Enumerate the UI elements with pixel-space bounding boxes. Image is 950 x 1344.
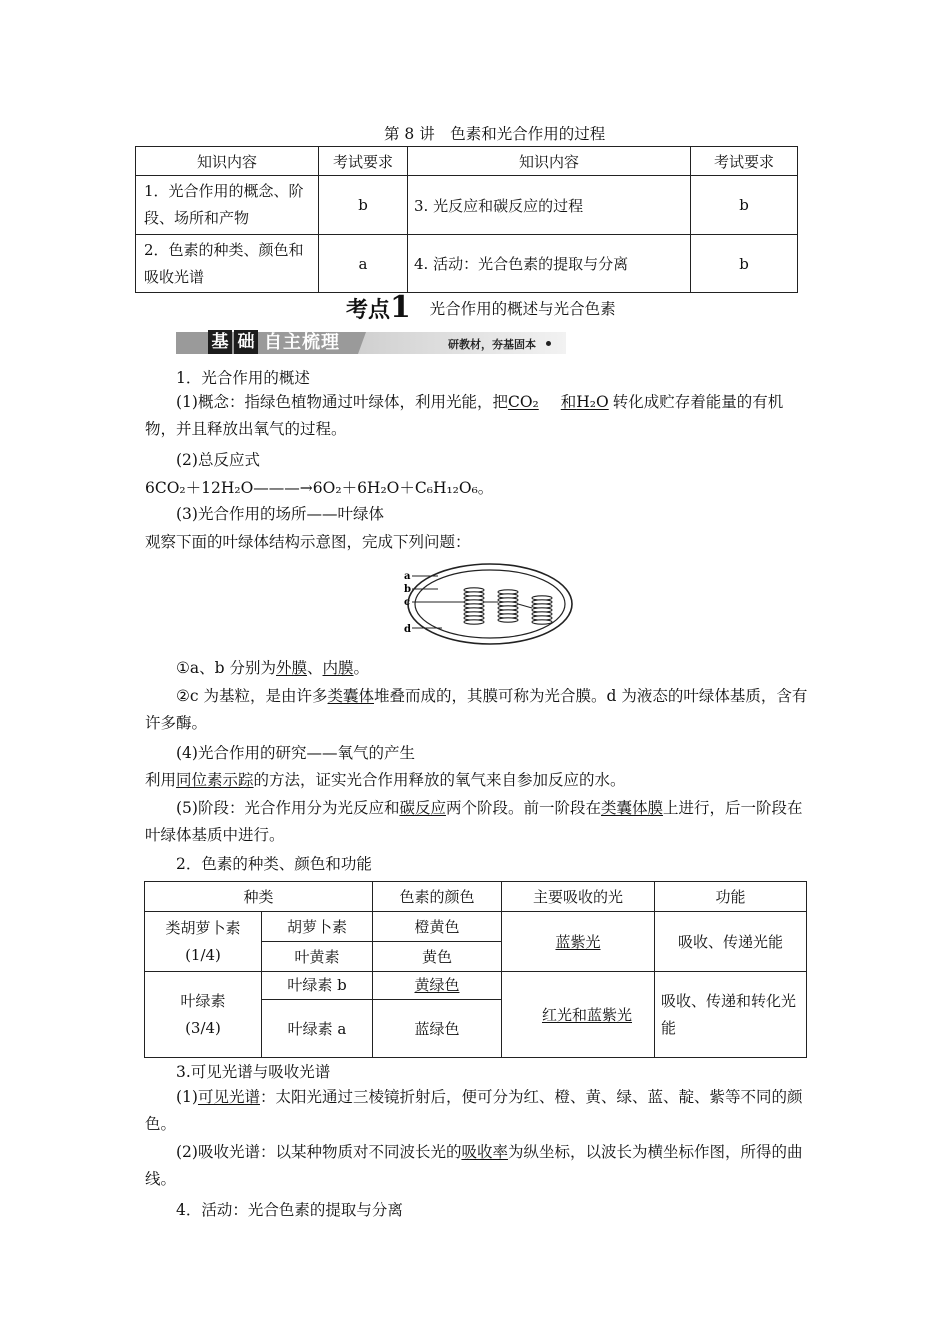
text: 、 <box>307 659 323 677</box>
s1-p5 <box>145 795 810 849</box>
reaction-equation: 6CO₂＋12H₂O———→6O₂＋6H₂O＋C₆H₁₂O₆。 <box>145 479 494 497</box>
header-kind: 种类 <box>145 882 373 912</box>
blank-absorption-rate: 吸收率 <box>461 1143 508 1161</box>
table-cell: 3. 光反应和碳反应的过程 <box>408 176 691 235</box>
banner-text: 自主梳理 <box>264 332 340 353</box>
s1-concept <box>145 389 810 443</box>
pigment-name: 叶黄素 <box>262 942 373 972</box>
text: 堆叠而成的，其膜可称为光合膜。d 为液态的叶绿体基质，含有许多酶。 <box>145 687 808 732</box>
s1-p4b <box>145 768 626 790</box>
section-title: 光合作用的概述与光合色素 <box>429 300 616 318</box>
pigment-color: 蓝绿色 <box>373 1000 502 1058</box>
text: 上进行，后一阶段在叶绿体基质中进行。 <box>145 799 803 844</box>
section-label: 考点 <box>346 298 391 323</box>
text: 为纵坐标，以波长为横坐标作图，所得的曲线。 <box>145 1143 803 1188</box>
blank-thylakoid: 类囊体 <box>327 687 375 705</box>
thylakoid-disc <box>464 620 484 624</box>
text: 的方法，证实光合作用释放的氧气来自参加反应的水。 <box>253 771 626 789</box>
s1-p4: (4)光合作用的研究——氧气的产生 <box>176 744 415 762</box>
text: ：太阳光通过三棱镜折射后，便可分为红、橙、黄、绿、蓝、靛、紫等不同的颜色。 <box>145 1088 803 1133</box>
text: (2)吸收光谱：以某种物质对不同波长光的 <box>176 1143 462 1161</box>
label-c: c <box>404 597 411 608</box>
group-chlorophyll: 叶绿素(3/4) <box>145 972 262 1058</box>
blank-co2: CO₂ <box>507 393 539 411</box>
stroma-lamella <box>518 604 532 608</box>
banner-char-1: 基 <box>208 330 232 354</box>
light-blue-violet <box>502 912 655 972</box>
pigment-color <box>373 972 502 1000</box>
blank-visible-spectrum: 可见光谱 <box>197 1088 260 1106</box>
light-red-blue-violet <box>502 972 655 1058</box>
section-heading <box>346 290 616 325</box>
requirements-table <box>135 146 798 293</box>
table-cell: 4. 活动：光合色素的提取与分离 <box>408 235 691 293</box>
blank-h2o: H₂O <box>576 393 609 411</box>
text: 转化成贮存着能量的有机物，并且释放出氧气的过程。 <box>145 393 784 438</box>
label-b: b <box>404 584 411 595</box>
text: ①a、b 分别为 <box>176 659 276 677</box>
table-cell: 2．色素的种类、颜色和吸收光谱 <box>136 235 319 293</box>
thylakoid-disc <box>532 620 552 624</box>
text: 。 <box>353 659 370 677</box>
blank-inner-membrane: 内膜 <box>322 659 354 677</box>
blank-isotope: 同位素示踪 <box>176 771 254 789</box>
label-a: a <box>404 571 411 582</box>
study-banner <box>176 330 566 356</box>
pigment-color: 黄色 <box>373 942 502 972</box>
blank-carbon-reaction: 碳反应 <box>399 799 446 817</box>
pigment-name: 胡萝卜素 <box>262 912 373 942</box>
blank-outer-membrane: 外膜 <box>276 659 308 677</box>
table-cell: b <box>691 235 798 293</box>
text: (1)概念：指绿色植物通过叶绿体，利用光能，把 <box>176 393 508 411</box>
granum-stacks <box>464 588 552 624</box>
header-color: 色素的颜色 <box>373 882 502 912</box>
s4-heading: 4．活动：光合色素的提取与分离 <box>176 1201 403 1219</box>
table-cell: a <box>319 235 408 293</box>
s1-heading: 1．光合作用的概述 <box>176 369 310 387</box>
header-function: 功能 <box>655 882 807 912</box>
pigment-color: 橙黄色 <box>373 912 502 942</box>
text: (1) <box>176 1088 198 1106</box>
s1-q1 <box>176 656 369 678</box>
blank-and: 和 <box>560 393 577 411</box>
s3-visible-spectrum <box>145 1084 810 1138</box>
table-cell: b <box>691 176 798 235</box>
header-requirement: 考试要求 <box>319 147 408 176</box>
chloroplast-diagram <box>398 558 576 650</box>
group-carotenoids: 类胡萝卜素(1/4) <box>145 912 262 972</box>
text: 利用 <box>145 771 177 789</box>
banner-dot-icon <box>546 341 551 346</box>
blank-thylakoid-membrane: 类囊体膜 <box>601 799 664 817</box>
header-knowledge: 知识内容 <box>136 147 319 176</box>
banner-right-text: 研教材，夯基固本 <box>448 338 536 351</box>
function-2: 吸收、传递和转化光能 <box>655 972 807 1058</box>
s3-absorption-spectrum <box>145 1139 810 1193</box>
s1-p3: (3)光合作用的场所——叶绿体 <box>176 505 384 523</box>
header-knowledge: 知识内容 <box>408 147 691 176</box>
s3-heading: 3.可见光谱与吸收光谱 <box>176 1063 331 1081</box>
banner-char-2: 础 <box>234 330 258 354</box>
thylakoid-disc <box>498 618 518 622</box>
pigment-name: 叶绿素 b <box>262 972 373 1000</box>
table-cell: 1．光合作用的概念、阶段、场所和产物 <box>136 176 319 235</box>
s2-heading: 2．色素的种类、颜色和功能 <box>176 855 372 873</box>
text: 红光和蓝紫光 <box>541 1006 632 1024</box>
function-1: 吸收、传递光能 <box>655 912 807 972</box>
pigment-name: 叶绿素 a <box>262 1000 373 1058</box>
text: 蓝紫光 <box>555 933 601 951</box>
header-light: 主要吸收的光 <box>502 882 655 912</box>
text: 两个阶段。前一阶段在 <box>445 799 601 817</box>
page-title: 第 8 讲 色素和光合作用的过程 <box>384 125 606 143</box>
section-number: 1 <box>390 290 411 325</box>
header-requirement: 考试要求 <box>691 147 798 176</box>
label-d: d <box>404 624 411 635</box>
s1-p3b: 观察下面的叶绿体结构示意图，完成下列问题： <box>145 533 471 551</box>
text: (5)阶段：光合作用分为光反应和 <box>176 799 400 817</box>
s1-p2: (2)总反应式 <box>176 451 260 469</box>
s1-q2 <box>145 683 810 737</box>
text: 黄绿色 <box>414 976 460 994</box>
text: ②c 为基粒，是由许多 <box>176 687 328 705</box>
table-cell: b <box>319 176 408 235</box>
pigment-table <box>144 881 807 1058</box>
